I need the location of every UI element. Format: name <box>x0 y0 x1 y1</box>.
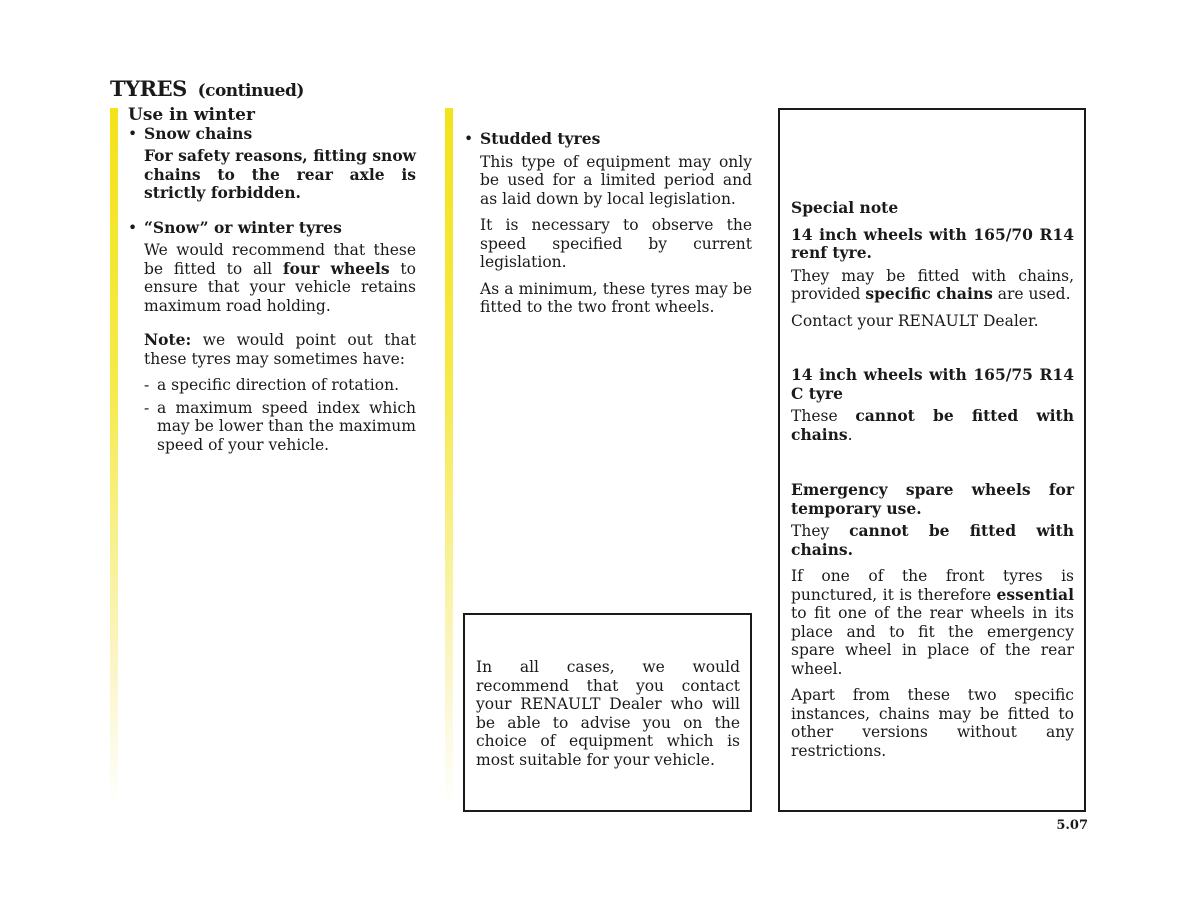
snow-chains-heading: Snow chains <box>144 123 253 143</box>
wheels-70-text <box>791 267 1074 304</box>
middle-yellow-bar <box>445 108 453 808</box>
bullet-icon: • <box>128 124 138 143</box>
studded-para-1: This type of equipment may only be used for a limited period and as laid down by local legislation. <box>480 152 752 208</box>
dash-marker: - <box>144 398 150 417</box>
wheels-70-heading: 14 inch wheels with 165/70 R14 renf tyre. <box>791 224 1074 262</box>
wheels-70-text-start: They may be fitted with chains, provided <box>791 266 1074 303</box>
wheels-70-emphasis: specific chains <box>865 284 993 303</box>
note-list-item <box>128 399 416 455</box>
section-subheading: Use in winter <box>128 105 255 125</box>
wheels-75-text <box>791 407 1074 444</box>
spare-para-2-emphasis: essential <box>996 584 1074 604</box>
left-yellow-bar <box>110 108 118 808</box>
note-label: Note: <box>144 330 192 349</box>
bullet-icon: • <box>128 218 138 237</box>
snow-chains-bullet <box>128 125 416 144</box>
winter-tyres-heading: “Snow” or winter tyres <box>144 217 342 237</box>
title-main: TYRES <box>110 76 187 101</box>
winter-tyres-emphasis: four wheels <box>282 258 390 278</box>
studded-para-3: As a minimum, these tyres may be fitted to the two front wheels. <box>480 279 752 316</box>
spare-para-2-end: to fit one of the rear wheels in its place and to fit the emergency spare wheel in place of the rear wheel. <box>791 604 1074 678</box>
page-number: 5.07 <box>1056 818 1088 833</box>
spare-para-2 <box>791 567 1074 678</box>
spare-emphasis: cannot be fitted with chains. <box>791 521 1074 559</box>
winter-tyres-text-start: We would recommend that these be fitted to all <box>144 241 416 278</box>
dealer-advice-text: In all cases, we would recommend that you contact your RENAULT Dealer who will be able to advise you on the choice of equipment which is most suitable for your vehicle. <box>476 658 740 769</box>
special-note-heading: Special note <box>791 198 899 217</box>
wheels-75-text-end: . <box>847 425 853 444</box>
snow-chains-warning: For safety reasons, fitting snow chains to the rear axle is strictly forbidden. <box>144 146 416 202</box>
note-text: we would point out that these tyres may sometimes have: <box>144 331 416 368</box>
middle-column <box>464 130 752 317</box>
wheels-70-text-end: are used. <box>997 285 1071 303</box>
studded-tyres-bullet <box>464 130 752 149</box>
dealer-advice-box <box>463 613 752 812</box>
wheels-75-text-start: These <box>791 407 838 425</box>
left-column <box>128 106 416 458</box>
spare-heading: Emergency spare wheels for temporary use. <box>791 480 1074 518</box>
note-item-text: a maximum speed index which may be lower than the maximum speed of your vehicle. <box>157 398 416 454</box>
winter-tyres-text <box>128 241 416 315</box>
note-list-item <box>128 376 416 395</box>
wheels-75-heading: 14 inch wheels with 165/75 R14 C tyre <box>791 365 1074 403</box>
title-suffix: (continued) <box>197 81 304 101</box>
studded-tyres-heading: Studded tyres <box>480 129 601 148</box>
special-note-box <box>778 108 1086 812</box>
wheels-75-emphasis: cannot be fitted with chains <box>791 406 1074 444</box>
studded-para-2: It is necessary to observe the speed specified by current legislation. <box>480 216 752 271</box>
special-note-content <box>791 199 1074 760</box>
winter-tyres-bullet <box>128 219 416 238</box>
dash-marker: - <box>144 376 150 394</box>
spare-para-2-start: If one of the front tyres is punctured, it is therefore <box>791 567 1074 604</box>
winter-tyres-text-end: to ensure that your vehicle retains maximum road holding. <box>144 259 416 315</box>
note-paragraph <box>128 331 416 368</box>
spare-para-3: Apart from these two specific instances, chains may be fitted to other versions without any restrictions. <box>791 686 1074 760</box>
spare-text-start: They <box>791 522 830 540</box>
spare-text <box>791 522 1074 559</box>
page-title <box>110 76 304 101</box>
bullet-icon: • <box>464 130 474 148</box>
wheels-70-contact: Contact your RENAULT Dealer. <box>791 311 1039 330</box>
note-item-text: a specific direction of rotation. <box>157 376 400 394</box>
